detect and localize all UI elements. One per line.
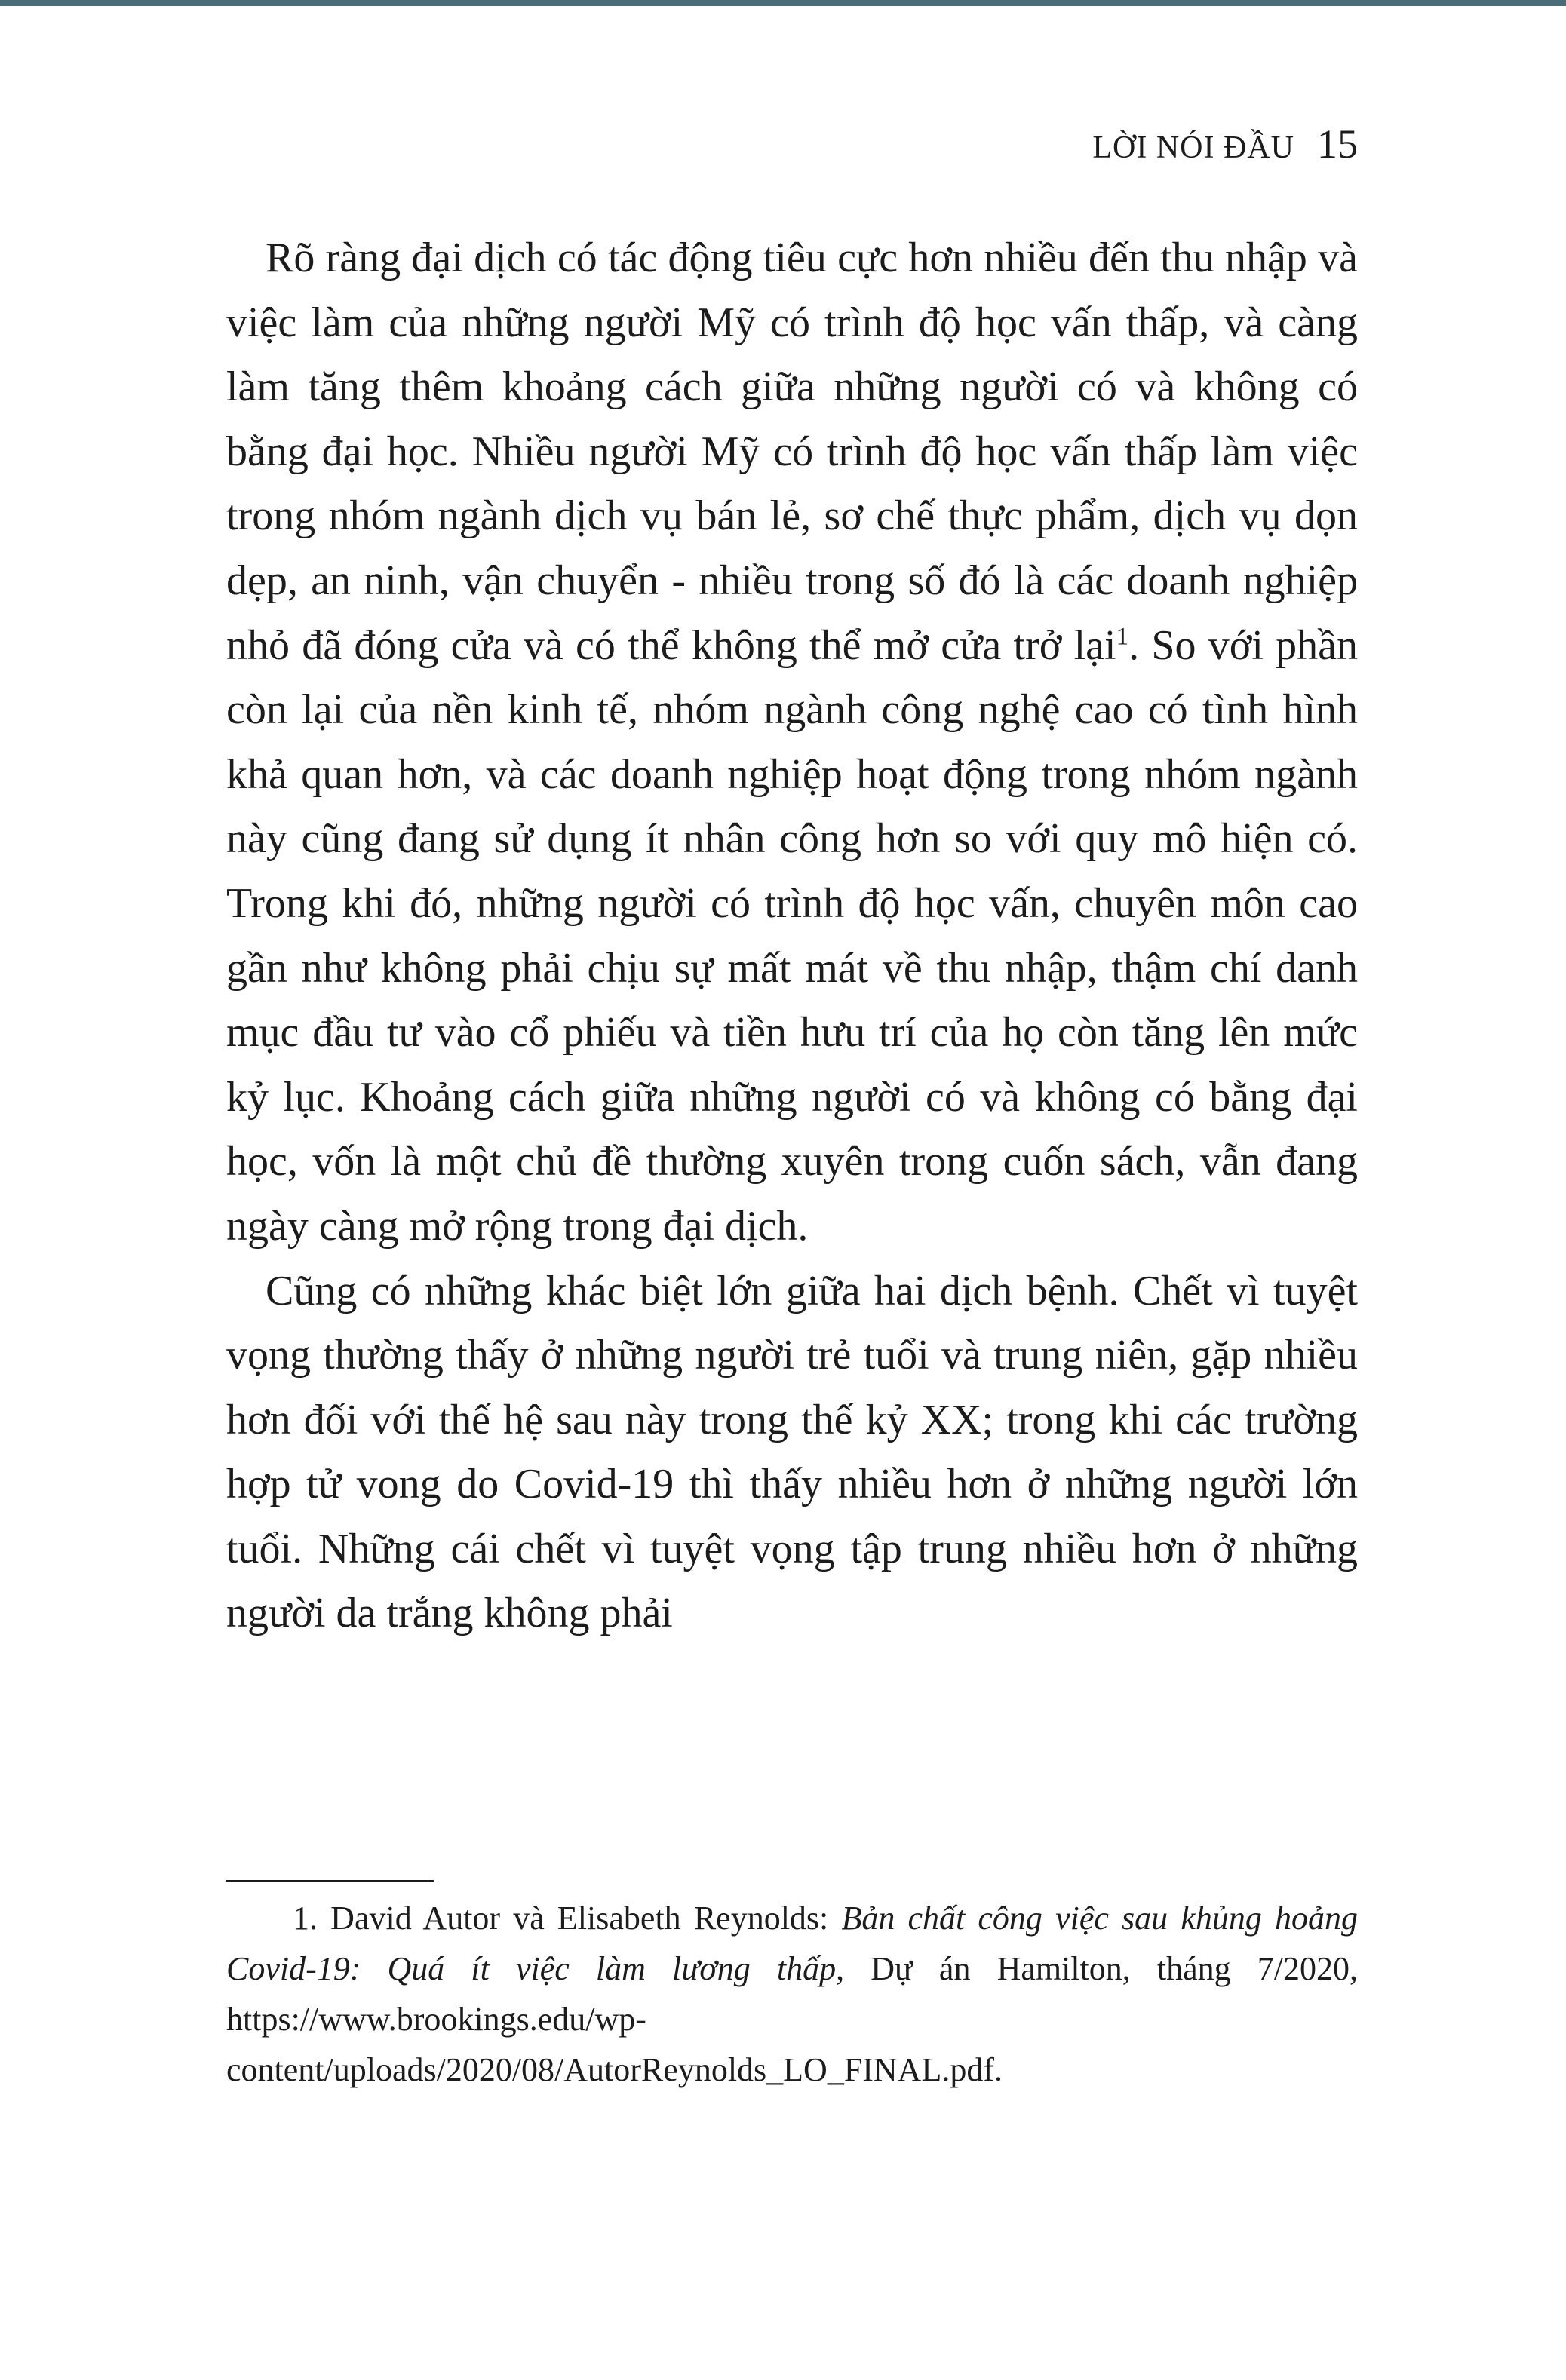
running-head xyxy=(226,121,1358,167)
footnote-divider xyxy=(226,1880,434,1882)
paragraph-2: Cũng có những khác biệt lớn giữa hai dịch bệnh. Chết vì tuyệt vọng thường thấy ở những người trẻ tuổi và trung niên, gặp nhiều hơn đối với thế hệ sau này trong thế kỷ XX; trong khi các trường hợp tử vong do Covid-19 thì thấy nhiều hơn ở những người lớn tuổi. Những cái chết vì tuyệt vọng tập trung nhiều hơn ở những người da trắng không phải xyxy=(226,1267,1358,1637)
paragraph-1 xyxy=(226,226,1358,1259)
footnote-reference: 1 xyxy=(1116,622,1129,650)
footnote xyxy=(226,1893,1358,2095)
footnote-source: , Dự án Hamilton, tháng 7/2020, xyxy=(836,1950,1358,1987)
page-number: 15 xyxy=(1317,121,1358,167)
footnote-title: Bản chất công việc sau khủng hoảng Covid-19: Quá ít việc làm lương thấp xyxy=(226,1900,1359,1987)
footnote-authors: David Autor và Elisabeth Reynolds: xyxy=(330,1900,829,1937)
body-text xyxy=(226,226,1358,1646)
paragraph-1-text-start: Rõ ràng đại dịch có tác động tiêu cực hơn nhiều đến thu nhập và việc làm của những người Mỹ có trình độ học vấn thấp, và càng làm tăng thêm khoảng cách giữa những người có và không có bằng đại học. Nhiều người Mỹ có trình độ học vấn thấp làm việc trong nhóm ngành dịch vụ bán lẻ, sơ chế thực phẩm, dịch vụ dọn dẹp, an ninh, vận chuyển - nhiều trong số đó là các doanh nghiệp nhỏ đã đóng cửa và có thể không thể mở cửa trở lại xyxy=(226,235,1358,669)
paragraph-1-text-end: . So với phần còn lại của nền kinh tế, nhóm ngành công nghệ cao có tình hình khả quan hơn, và các doanh nghiệp hoạt động trong nhóm ngành này cũng đang sử dụng ít nhân công hơn so với quy mô hiện có. Trong khi đó, những người có trình độ học vấn, chuyên môn cao gần như không phải chịu sự mất mát về thu nhập, thậm chí danh mục đầu tư vào cổ phiếu và tiền hưu trí của họ còn tăng lên mức kỷ lục. Khoảng cách giữa những người có và không có bằng đại học, vốn là một chủ đề thường xuyên trong cuốn sách, vẫn đang ngày càng mở rộng trong đại dịch. xyxy=(226,621,1359,1250)
chapter-running-title: LỜI NÓI ĐẦU xyxy=(1092,130,1294,165)
top-edge-rule xyxy=(0,0,1566,6)
footnote-number: 1. xyxy=(293,1900,318,1937)
footnote-url: https://www.brookings.edu/wp-content/uploads/2020/08/AutorReynolds_LO_FINAL.pdf. xyxy=(226,2001,1003,2088)
